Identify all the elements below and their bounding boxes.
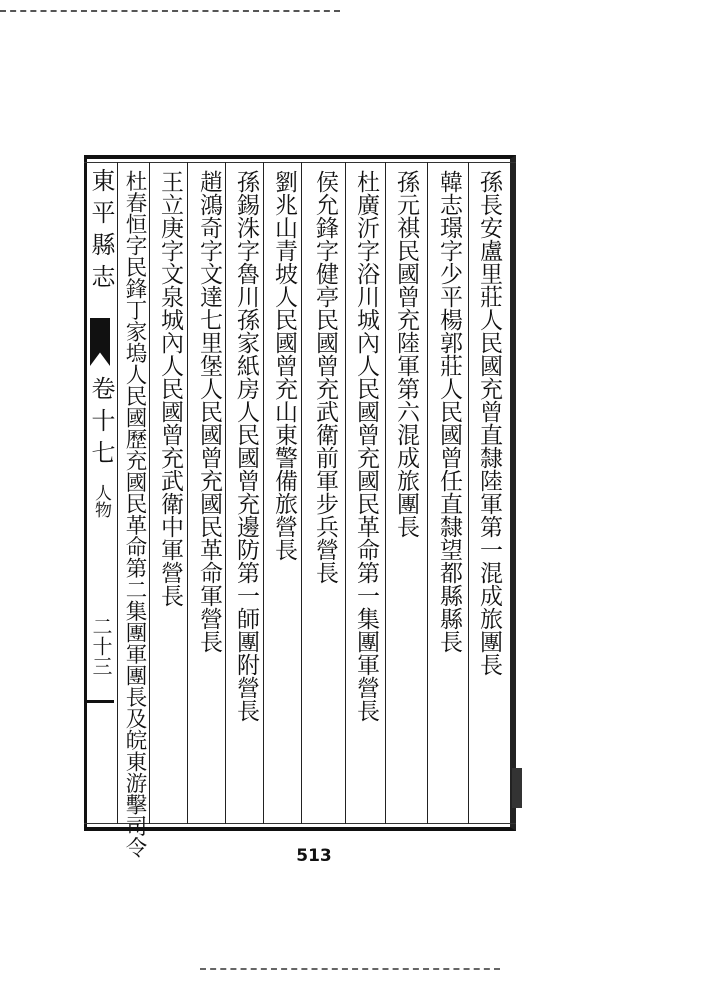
column-rule xyxy=(263,162,264,824)
margin-volume: 卷十七 xyxy=(87,376,115,472)
column-rule xyxy=(345,162,346,824)
column-rule xyxy=(225,162,226,824)
scan-bottom-dashed-line xyxy=(200,968,500,970)
margin-title: 東平縣志 xyxy=(87,168,115,296)
scan-top-dashed-line xyxy=(0,10,340,12)
text-column-4: 杜廣沂字浴川城內人民國曾充國民革命第一集團軍營長 xyxy=(353,170,379,722)
column-rule xyxy=(117,162,118,824)
column-rule xyxy=(427,162,428,824)
margin-tick xyxy=(86,700,114,703)
column-rule xyxy=(149,162,150,824)
column-rule xyxy=(301,162,302,824)
text-column-7: 孫錫洙字魯川孫家紙房人民國曾充邊防第一師團附營長 xyxy=(233,170,259,722)
column-rule xyxy=(468,162,469,824)
text-column-9: 王立庚字文泉城內人民國曾充武衛中軍營長 xyxy=(157,170,183,607)
text-column-10: 杜春恒字民鋒丁家塢人民國歷充國民革命第二集團軍團長及皖東游擊司令 xyxy=(122,170,147,858)
text-column-6: 劉兆山青坡人民國曾充山東警備旅營長 xyxy=(271,170,297,561)
margin-section: 人物 xyxy=(91,484,111,518)
text-column-5: 侯允鋒字健亭民國曾充武衛前軍步兵營長 xyxy=(312,170,338,584)
page-number: 513 xyxy=(296,846,332,866)
text-column-1: 孫長安盧里莊人民國充曾直隸陸軍第一混成旅團長 xyxy=(476,170,502,676)
margin-page-number: 二十三 xyxy=(89,616,113,676)
scan-edge-mark xyxy=(512,768,522,808)
column-rule xyxy=(187,162,188,824)
text-column-8: 趙鴻奇字文達七里堡人民國曾充國民革命軍營長 xyxy=(196,170,222,653)
text-column-2: 韓志璟字少平楊郭莊人民國曾任直隸望都縣縣長 xyxy=(436,170,462,653)
column-rule xyxy=(385,162,386,824)
text-column-3: 孫元祺民國曾充陸軍第六混成旅團長 xyxy=(393,170,419,538)
